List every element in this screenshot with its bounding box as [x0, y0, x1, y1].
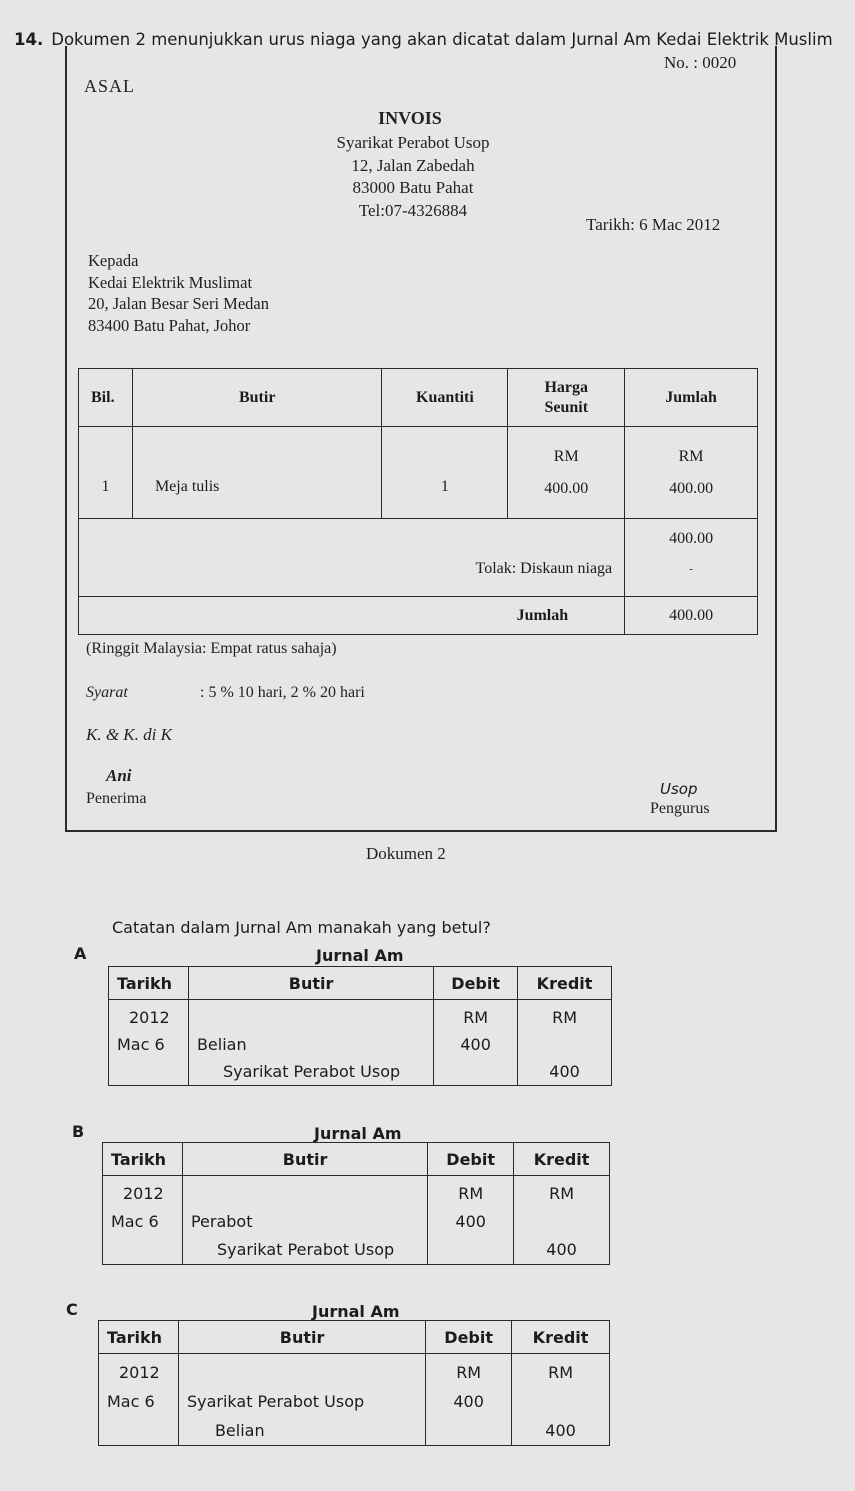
header-debit: Debit [428, 1143, 514, 1176]
option-a-credit [518, 1000, 612, 1086]
header-debit: Debit [434, 967, 518, 1000]
discount-value: - [689, 563, 693, 575]
jumlah-value: 400.00 [669, 479, 714, 497]
col-kuantiti: Kuantiti [382, 369, 508, 427]
header-butir: Butir [182, 1143, 427, 1176]
option-c-date [99, 1354, 179, 1446]
subtotal-cell [625, 519, 758, 597]
subtotal-value: 400.00 [669, 530, 714, 547]
debit-account: Syarikat Perabot Usop [186, 1392, 365, 1411]
credit-account: Belian [214, 1421, 265, 1440]
terms-value: : 5 % 10 hari, 2 % 20 hari [200, 684, 365, 701]
debit-account: Perabot [190, 1212, 253, 1231]
question-body: Dokumen 2 menunjukkan urus niaga yang akan dicatat dalam Jurnal Am Kedai Elektrik Muslim [51, 30, 833, 49]
debit-currency: RM [456, 1363, 482, 1382]
header-butir: Butir [188, 967, 433, 1000]
header-kredit: Kredit [512, 1321, 610, 1354]
terms-label: Syarat [86, 684, 128, 701]
option-b-title: Jurnal Am [314, 1124, 402, 1143]
option-a-debit [434, 1000, 518, 1086]
col-butir: Butir [132, 369, 382, 427]
recipient-name: Kedai Elektrik Muslimat [88, 272, 253, 292]
option-b-date [103, 1176, 183, 1265]
col-harga-line2: Seunit [544, 398, 589, 416]
credit-amount: 400 [549, 1062, 580, 1081]
option-c-header [99, 1321, 610, 1354]
manager-signature: Usop [660, 780, 698, 798]
option-a-body [109, 1000, 612, 1086]
header-debit: Debit [426, 1321, 512, 1354]
discount-row [79, 519, 758, 597]
question-number: 14. [14, 30, 44, 49]
recipient-street: 20, Jalan Besar Seri Medan [88, 294, 269, 313]
option-c-letter: C [66, 1300, 78, 1319]
year: 2012 [119, 1363, 160, 1382]
invoice-table-header [79, 369, 758, 427]
option-a-date [109, 1000, 189, 1086]
year: 2012 [123, 1184, 164, 1203]
total-label: Jumlah [79, 597, 625, 635]
option-a-letter: A [74, 944, 87, 963]
col-harga-line1: Harga [544, 378, 589, 396]
errors-omissions: K. & K. di K [86, 725, 172, 744]
total-value: 400.00 [625, 597, 758, 635]
manager-label: Pengurus [650, 800, 710, 817]
header-tarikh: Tarikh [109, 967, 189, 1000]
item-butir: Meja tulis [132, 427, 382, 519]
header-tarikh: Tarikh [99, 1321, 179, 1354]
option-a-title: Jurnal Am [316, 946, 404, 965]
debit-amount: 400 [460, 1035, 491, 1054]
option-b-credit [514, 1176, 610, 1265]
invoice-table [78, 368, 758, 635]
header-kredit: Kredit [518, 967, 612, 1000]
credit-amount: 400 [546, 1240, 577, 1259]
header-butir: Butir [178, 1321, 425, 1354]
invoice-item-row [79, 427, 758, 519]
credit-account: Syarikat Perabot Usop [216, 1240, 395, 1259]
option-b-header [103, 1143, 610, 1176]
credit-account: Syarikat Perabot Usop [222, 1062, 401, 1081]
option-a-journal [108, 966, 612, 1086]
debit-currency: RM [463, 1008, 489, 1027]
supplier-name: Syarikat Perabot Usop [336, 133, 490, 152]
date: Mac 6 [117, 1035, 165, 1054]
recipient-label: Kepada [88, 251, 139, 270]
option-c-journal [98, 1320, 610, 1446]
recipient-city: 83400 Batu Pahat, Johor [88, 315, 251, 335]
debit-currency: RM [458, 1184, 484, 1203]
option-a-accounts [188, 1000, 433, 1086]
credit-currency: RM [552, 1008, 577, 1027]
col-jumlah: Jumlah [625, 369, 758, 427]
credit-currency: RM [549, 1184, 575, 1203]
option-c-accounts [178, 1354, 425, 1446]
receiver-label: Penerima [86, 790, 147, 807]
date: Mac 6 [111, 1212, 159, 1231]
total-row [79, 597, 758, 635]
harga-value: 400.00 [544, 479, 589, 497]
header-kredit: Kredit [514, 1143, 610, 1176]
question-prompt: Catatan dalam Jurnal Am manakah yang betul? [112, 918, 491, 937]
option-b-debit [428, 1176, 514, 1265]
discount-label: Tolak: Diskaun niaga [79, 519, 625, 597]
item-harga [508, 427, 625, 519]
item-jumlah [625, 427, 758, 519]
document-caption: Dokumen 2 [366, 844, 446, 863]
recipient-address [88, 250, 269, 336]
debit-amount: 400 [453, 1392, 484, 1411]
option-b-body [103, 1176, 610, 1265]
debit-account: Belian [196, 1035, 247, 1054]
supplier-street: 12, Jalan Zabedah [351, 155, 475, 175]
item-kuantiti: 1 [382, 427, 508, 519]
option-c-credit [512, 1354, 610, 1446]
option-b-accounts [182, 1176, 427, 1265]
year: 2012 [129, 1008, 170, 1027]
option-c-debit [426, 1354, 512, 1446]
jumlah-currency: RM [678, 447, 704, 465]
option-a-header [109, 967, 612, 1000]
credit-amount: 400 [545, 1421, 576, 1440]
item-bil: 1 [79, 427, 133, 519]
invoice-number: No. : 0020 [664, 53, 737, 72]
option-c-title: Jurnal Am [312, 1302, 400, 1321]
option-c-body [99, 1354, 610, 1446]
supplier-address [0, 132, 826, 222]
amount-in-words: (Ringgit Malaysia: Empat ratus sahaja) [86, 640, 337, 657]
credit-currency: RM [548, 1363, 573, 1382]
option-b-letter: B [72, 1122, 85, 1141]
col-bil: Bil. [79, 369, 133, 427]
date: Mac 6 [107, 1392, 155, 1411]
invoice-date: Tarikh: 6 Mac 2012 [586, 215, 721, 234]
supplier-city: 83000 Batu Pahat [352, 178, 474, 197]
option-b-journal [102, 1142, 610, 1265]
supplier-phone: Tel:07-4326884 [358, 200, 468, 220]
invoice-copy-label: ASAL [84, 76, 136, 96]
header-tarikh: Tarikh [103, 1143, 183, 1176]
harga-currency: RM [553, 447, 579, 465]
col-harga-seunit [508, 369, 625, 427]
debit-amount: 400 [455, 1212, 486, 1231]
invoice-title: INVOIS [378, 108, 442, 128]
receiver-signature: Ani [106, 766, 132, 785]
